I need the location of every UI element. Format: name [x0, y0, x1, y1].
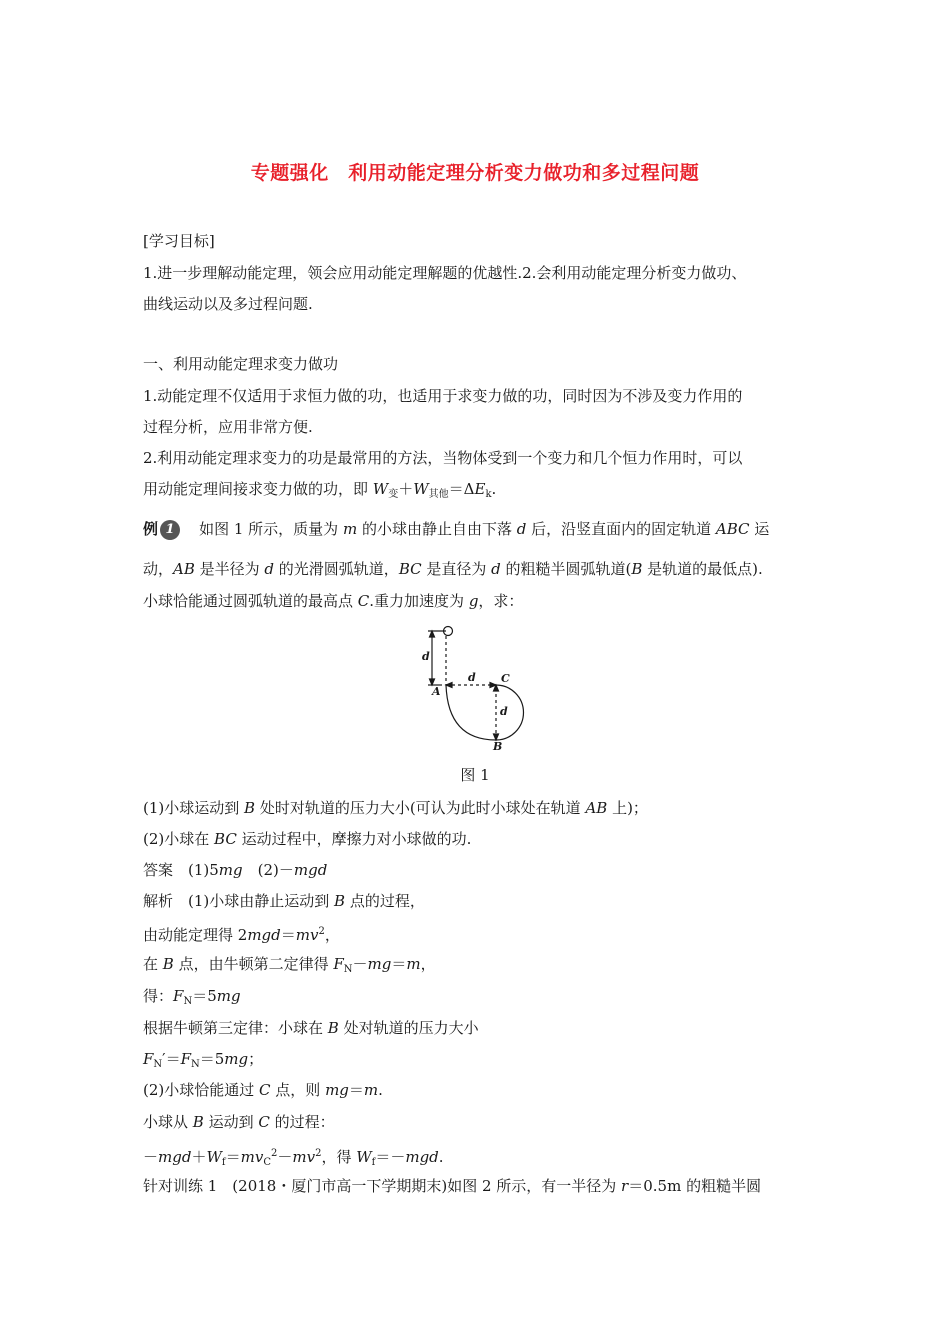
math-symbol: mg	[218, 861, 243, 879]
track-diagram	[418, 622, 548, 757]
text-fragment: 用动能定理间接求变力做的功，即	[143, 480, 373, 498]
math-symbol: BC	[214, 830, 237, 848]
text-fragment: ，得	[321, 1148, 357, 1166]
text-fragment: 处时对轨道的压力大小(可认为此时小球处在轨道	[255, 799, 586, 817]
text-fragment: 运动到	[203, 1113, 259, 1131]
math-operator: ＝5	[192, 987, 217, 1005]
text-fragment: ，求：	[478, 592, 524, 610]
text-fragment: .重力加速度为	[369, 592, 469, 610]
math-symbol: mgd	[158, 1148, 192, 1166]
math-symbol: W	[413, 480, 429, 498]
section-paragraph-1-line-1: 1.动能定理不仅适用于求恒力做的功，也适用于求变力做的功，同时因为不涉及变力作用的	[143, 387, 743, 405]
example-1-line-3	[143, 591, 523, 611]
arrow-head-icon	[430, 631, 435, 637]
text-fragment: .	[491, 480, 497, 498]
math-symbol: mv	[292, 1148, 316, 1166]
math-symbol: W	[356, 1148, 372, 1166]
math-symbol: mg	[216, 987, 241, 1005]
math-operator: ＝Δ	[448, 480, 475, 498]
analysis-line-3	[143, 954, 436, 980]
label-point-b: B	[493, 740, 503, 753]
text-fragment: ＝0.5m 的粗糙半圆	[628, 1177, 762, 1195]
math-symbol: g	[468, 592, 479, 610]
text-fragment: 的过程：	[269, 1113, 335, 1131]
arrow-head-icon	[446, 683, 452, 688]
section-paragraph-2-line-1: 2.利用动能定理求变力的功是最常用的方法，当物体受到一个变力和几个恒力作用时，可以	[143, 449, 743, 467]
math-symbol: W	[206, 1148, 222, 1166]
math-symbol: mg	[325, 1081, 349, 1099]
analysis-line-4	[143, 986, 241, 1012]
math-symbol: E	[474, 480, 486, 498]
text-fragment: 处对轨道的压力大小	[338, 1019, 479, 1037]
text-fragment: 运	[749, 520, 770, 538]
label-point-c: C	[501, 672, 510, 685]
math-subscript: k	[485, 489, 492, 500]
math-subscript: N	[191, 1059, 200, 1070]
math-symbol: B	[162, 955, 174, 973]
text-fragment: (2)小球在	[143, 830, 215, 848]
text-fragment: 后，沿竖直面内的固定轨道	[526, 520, 716, 538]
text-fragment: 得：	[143, 987, 174, 1005]
text-fragment: (2)－	[242, 861, 294, 879]
learning-goals-line-2: 曲线运动以及多过程问题.	[143, 295, 313, 313]
text-fragment: 运动过程中，摩擦力对小球做的功.	[236, 830, 472, 848]
math-symbol: AB	[585, 799, 608, 817]
page-title: 专题强化 利用动能定理分析变力做功和多过程问题	[250, 162, 700, 184]
example-number-badge: 1	[160, 520, 180, 540]
section-heading: 一、利用动能定理求变力做功	[143, 355, 339, 373]
text-fragment: .	[438, 1148, 444, 1166]
analysis-line-8	[143, 1112, 335, 1132]
text-fragment: 动，	[143, 560, 174, 578]
math-operator: －	[143, 1148, 159, 1166]
math-symbol: ABC	[715, 520, 750, 538]
math-symbol: mv	[240, 1148, 264, 1166]
math-operator: ＝	[348, 1081, 364, 1099]
math-symbol: F	[173, 987, 184, 1005]
text-fragment: 如图 1 所示，质量为	[199, 520, 343, 538]
label-d-vertical: d	[422, 650, 430, 663]
text-fragment: ，	[324, 926, 340, 944]
math-subscript: N	[153, 1059, 163, 1070]
math-symbol: d	[264, 560, 275, 578]
math-symbol: C	[258, 1113, 270, 1131]
text-fragment: (1)小球运动到	[143, 799, 245, 817]
math-operator: －	[277, 1148, 293, 1166]
math-symbol: mgd	[247, 926, 281, 944]
math-subscript: 其他	[428, 489, 449, 500]
text-fragment: 小球恰能通过圆弧轨道的最高点	[143, 592, 358, 610]
analysis-line-7	[143, 1080, 383, 1100]
section-paragraph-2-line-2	[143, 479, 496, 505]
text-fragment: 的粗糙半圆弧轨道(	[500, 560, 632, 578]
analysis-line-2	[143, 922, 340, 945]
math-subscript: N	[183, 996, 193, 1007]
math-symbol: BC	[398, 560, 422, 578]
question-2	[143, 829, 471, 849]
math-superscript: 2	[315, 1148, 322, 1159]
track-arc-ab	[446, 685, 496, 740]
math-operator: ＝	[391, 955, 407, 973]
text-fragment: 针对训练 1 (2018・厦门市高一下学期期末)如图 2 所示，有一半径为	[143, 1177, 622, 1195]
math-symbol: B	[334, 892, 346, 910]
text-fragment: 是轨道的最低点).	[642, 560, 763, 578]
training-1-line	[143, 1176, 761, 1196]
math-operator: ′＝	[162, 1050, 181, 1068]
math-symbol: B	[244, 799, 256, 817]
math-subscript: 变	[388, 489, 399, 500]
text-fragment: 解析 (1)小球由静止运动到	[143, 892, 335, 910]
math-operator: ＝	[280, 926, 296, 944]
answer-line	[143, 860, 327, 880]
math-symbol: C	[259, 1081, 271, 1099]
text-fragment: 是半径为	[194, 560, 265, 578]
math-symbol: mg	[224, 1050, 249, 1068]
math-symbol: mv	[295, 926, 319, 944]
math-operator: －	[352, 955, 368, 973]
text-fragment: 点，由牛顿第二定律得	[173, 955, 334, 973]
text-fragment: 点的过程，	[345, 892, 425, 910]
text-fragment: .	[378, 1081, 383, 1099]
text-fragment: 的光滑圆弧轨道，	[274, 560, 399, 578]
math-symbol: d	[491, 560, 501, 578]
math-symbol: m	[406, 955, 421, 973]
text-fragment: 由动能定理得 2	[143, 926, 248, 944]
math-symbol: B	[192, 1113, 204, 1131]
math-symbol: m	[363, 1081, 379, 1099]
math-subscript: C	[263, 1157, 271, 1168]
math-subscript: f	[371, 1157, 376, 1168]
text-fragment: 点，则	[270, 1081, 326, 1099]
math-operator: ＝	[225, 1148, 241, 1166]
math-symbol: AB	[173, 560, 195, 578]
math-operator: ＋	[398, 480, 414, 498]
math-superscript: 2	[318, 926, 325, 937]
example-1-line-1	[143, 519, 769, 540]
math-symbol: mgd	[293, 861, 328, 879]
math-symbol: B	[631, 560, 643, 578]
math-symbol: F	[333, 955, 344, 973]
analysis-line-6	[143, 1049, 263, 1075]
math-symbol: F	[143, 1050, 154, 1068]
math-symbol: r	[621, 1177, 629, 1195]
analysis-line-5	[143, 1018, 479, 1038]
text-fragment: 上)；	[607, 799, 648, 817]
text-fragment: ，	[420, 955, 436, 973]
question-1	[143, 798, 648, 818]
math-subscript: N	[343, 964, 353, 975]
math-symbol: m	[342, 520, 358, 538]
text-fragment: 答案 (1)5	[143, 861, 219, 879]
label-point-a: A	[432, 685, 441, 698]
math-symbol: F	[180, 1050, 191, 1068]
learning-goals-header: [学习目标]	[143, 232, 215, 250]
figure-caption: 图 1	[460, 766, 490, 784]
math-superscript: 2	[270, 1148, 278, 1159]
math-symbol: C	[357, 592, 370, 610]
math-subscript: f	[221, 1157, 226, 1168]
text-fragment: 在	[143, 955, 163, 973]
section-paragraph-1-line-2: 过程分析，应用非常方便.	[143, 418, 313, 436]
math-symbol: mgd	[405, 1148, 439, 1166]
math-operator: ＋	[191, 1148, 207, 1166]
text-fragment: 是直径为	[421, 560, 492, 578]
math-symbol: mg	[367, 955, 392, 973]
example-label: 例	[143, 520, 159, 538]
analysis-line-1	[143, 891, 425, 911]
text-fragment: 的小球由静止自由下落	[357, 520, 517, 538]
math-symbol: d	[516, 520, 527, 538]
label-d-horizontal: d	[468, 671, 476, 684]
text-fragment: 根据牛顿第三定律：小球在	[143, 1019, 328, 1037]
example-1-line-2	[143, 559, 763, 579]
learning-goals-line-1: 1.进一步理解动能定理，领会应用动能定理解题的优越性.2.会利用动能定理分析变力做功、	[143, 264, 747, 282]
analysis-line-9	[143, 1144, 444, 1173]
math-operator: ＝－	[375, 1148, 406, 1166]
label-d-diameter: d	[500, 705, 508, 718]
text-fragment: (2)小球恰能通过	[143, 1081, 260, 1099]
text-fragment: ；	[248, 1050, 264, 1068]
math-symbol: W	[372, 480, 389, 498]
math-symbol: B	[327, 1019, 339, 1037]
text-fragment: 小球从	[143, 1113, 193, 1131]
math-operator: ＝5	[199, 1050, 225, 1068]
